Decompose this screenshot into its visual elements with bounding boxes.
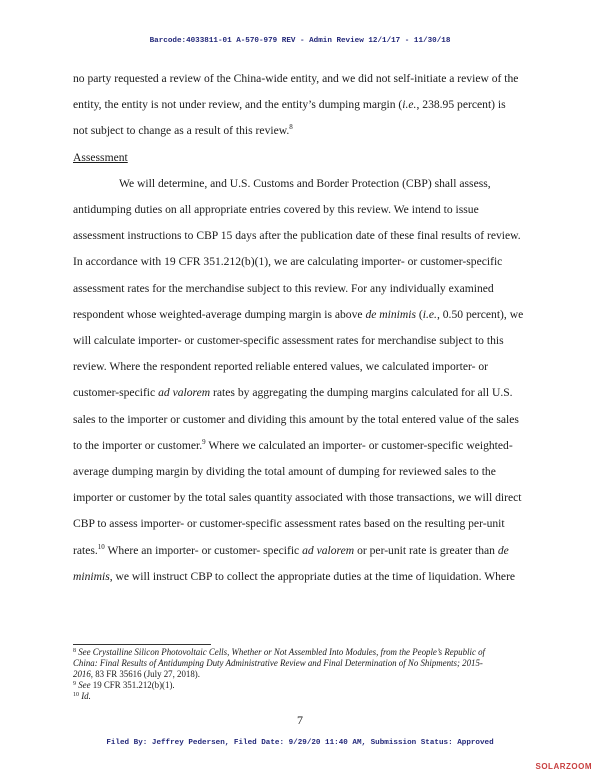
body-line: assessment instructions to CBP 15 days after the publication date of these final results of review. — [73, 229, 521, 243]
footnote-ref-10: 10 — [97, 542, 105, 551]
footnote-8: $^8$ See Crystalline Silicon Photovoltaic Cells, Whether or Not Assembled Into Modules, from the People’s Republic of China: Final Results of Antidumping Duty Administrative Review and Final Determination of No Shipments; 2015- 2016, 83 FR 35616 (July 27, 2018). — [73, 647, 486, 679]
body-line: CBP to assess importer- or customer-specific assessment rates based on the resulting per-unit — [73, 517, 505, 531]
filing-status-footer: Filed By: Jeffrey Pedersen, Filed Date: 9/29/20 11:40 AM, Submission Status: Approved — [106, 739, 494, 747]
body-line: customer-specific ad valorem rates by aggregating the dumping margins calculated for all U.S. — [73, 386, 513, 400]
body-line: will calculate importer- or customer-specific assessment rates for merchandise subject to this — [73, 334, 504, 348]
body-line: minimis, we will instruct CBP to collect the appropriate duties at the time of liquidation. Where — [73, 569, 516, 583]
body-line: no party requested a review of the China-wide entity, and we did not self-initiate a review of the — [73, 72, 519, 85]
watermark: SOLARZOOM — [535, 762, 592, 771]
body-line: entity, the entity is not under review, and the entity’s dumping margin (i.e., 238.95 percent) is — [73, 98, 506, 112]
footnote-divider — [73, 644, 211, 645]
footnote-10: $^{10}$ Id. — [73, 691, 91, 701]
body-line: antidumping duties on all appropriate entries covered by this review. We intend to issue — [73, 203, 479, 217]
body-line: average dumping margin by dividing the total amount of dumping for reviewed sales to the — [73, 465, 496, 479]
body-line: importer or customer by the total sales quantity associated with those transactions, we will direct — [73, 491, 522, 505]
body-line: sales to the importer or customer and dividing this amount by the total entered value of the sales — [73, 412, 519, 426]
barcode-header: Barcode:4033811-01 A-570-979 REV - Admin Review 12/1/17 - 11/30/18 — [149, 37, 451, 45]
body-line: assessment rates for the merchandise subject to this review. For any individually examined — [73, 281, 494, 295]
page-number: 7 — [297, 713, 303, 727]
footnote-ref-9: 9 — [202, 437, 206, 446]
footnote-ref-8: 8 — [289, 123, 293, 132]
body-line: to the importer or customer.$^9$ Where we calculated an importer- or customer-specific weighted- — [73, 437, 513, 452]
document-body — [73, 66, 533, 590]
footnotes — [73, 647, 533, 702]
body-line: respondent whose weighted-average dumping margin is above de minimis (i.e., 0.50 percent), we — [73, 307, 524, 321]
section-heading: Assessment — [73, 150, 128, 164]
body-line: rates.$^{10}$ Where an importer- or customer- specific ad valorem or per-unit rate is greater than de — [73, 542, 509, 557]
body-line: In accordance with 19 CFR 351.212(b)(1), we are calculating importer- or customer-specific — [73, 255, 503, 269]
body-line: not subject to change as a result of this review.$^8$ — [73, 123, 293, 138]
footnote-9: $^9$ See 19 CFR 351.212(b)(1). — [73, 680, 175, 690]
body-line: We will determine, and U.S. Customs and Border Protection (CBP) shall assess, — [119, 176, 491, 190]
body-line: review. Where the respondent reported reliable entered values, we calculated importer- or — [73, 360, 489, 374]
